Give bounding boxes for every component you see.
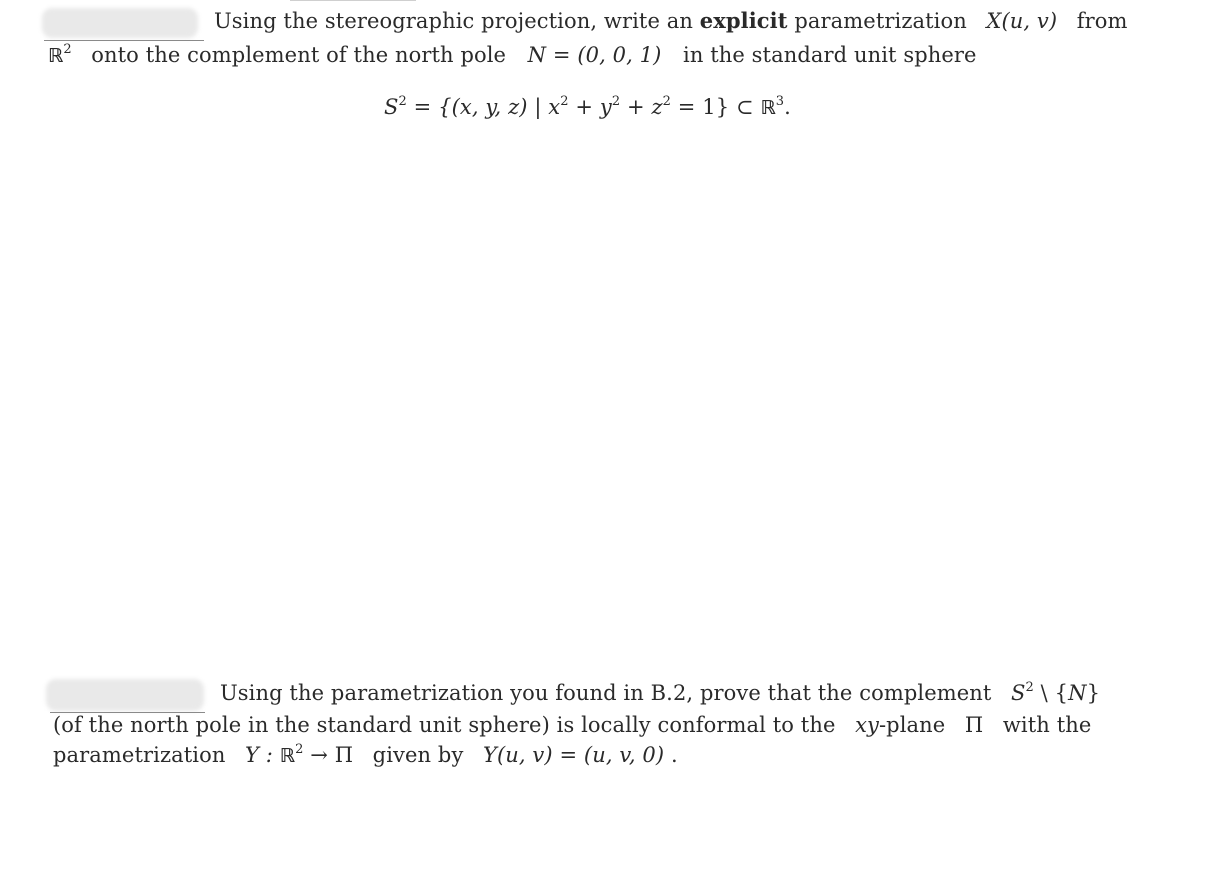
- b2-text: in the standard unit sphere: [683, 43, 977, 67]
- b3-text: -plane: [878, 713, 946, 737]
- exponent: 2: [398, 94, 407, 109]
- b3-text: given by: [372, 743, 464, 767]
- map-y: Y :: [245, 743, 280, 767]
- exponent: 2: [1025, 680, 1034, 695]
- redacted-label-b3: [46, 679, 204, 711]
- set-expression: + y: [575, 95, 612, 119]
- period: .: [670, 743, 678, 767]
- r-symbol: ℝ: [279, 745, 296, 767]
- pi-symbol: Π: [964, 713, 984, 737]
- b2-text-from: from: [1076, 9, 1128, 33]
- set-close: }: [1086, 681, 1101, 705]
- arrow-to-plane: → Π: [310, 743, 354, 767]
- b2-emphasis: explicit: [699, 8, 788, 33]
- b3-line-3: [53, 742, 678, 769]
- exponent: 2: [662, 94, 671, 109]
- exponent: 3: [775, 94, 785, 109]
- top-rule: [290, 0, 416, 1]
- sphere-equation: [384, 94, 791, 121]
- b3-text: with the: [1002, 713, 1092, 737]
- b2-line-2: [48, 42, 977, 69]
- set-minus: \ {: [1040, 681, 1069, 705]
- b3-intro-text: Using the parametrization you found in B.2, prove that the complement: [220, 681, 992, 705]
- exponent: 2: [63, 42, 72, 57]
- b3-line-2: [53, 712, 1091, 738]
- exponent: 2: [611, 94, 621, 109]
- map-y-definition: Y(u, v) = (u, v, 0): [483, 743, 665, 767]
- r-symbol: ℝ: [48, 45, 64, 67]
- b2-line-1: [214, 8, 1128, 34]
- b3-text: (of the north pole in the standard unit sphere) is locally conformal to the: [53, 713, 836, 737]
- period: .: [784, 95, 791, 119]
- set-expression: = 1} ⊂: [677, 95, 754, 119]
- b3-text: parametrization: [53, 743, 226, 767]
- b2-text: onto the complement of the north pole: [91, 43, 507, 67]
- r-symbol: ℝ: [760, 97, 776, 119]
- underline-rule: [44, 40, 204, 41]
- xy-symbol: xy: [855, 713, 879, 737]
- set-expression: = {(x, y, z) | x: [413, 95, 561, 119]
- b2-map-x: X(u, v): [986, 9, 1058, 33]
- b2-text: parametrization: [794, 9, 967, 33]
- sphere-symbol: S: [1011, 681, 1026, 705]
- exponent: 2: [560, 94, 569, 109]
- exponent: 2: [295, 742, 304, 757]
- sphere-symbol: S: [384, 95, 399, 119]
- north-pole-def: N = (0, 0, 1): [527, 43, 662, 67]
- b3-line-1: [220, 680, 1100, 706]
- redacted-label-b2: [42, 8, 198, 38]
- north-pole-symbol: N: [1068, 681, 1087, 705]
- b2-intro-text: Using the stereographic projection, write an: [214, 9, 693, 33]
- set-expression: + z: [626, 95, 663, 119]
